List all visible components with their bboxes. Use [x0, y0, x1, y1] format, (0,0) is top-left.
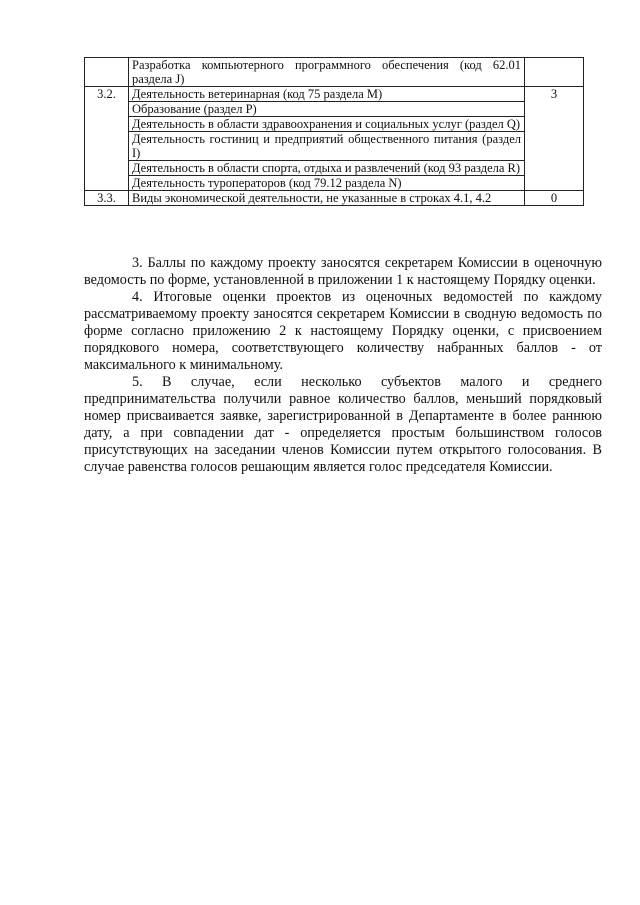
- row-text-cell: Деятельность в области спорта, отдыха и развлечений (код 93 раздела R): [129, 161, 525, 176]
- table-row: [85, 191, 584, 206]
- row-text-cell: Деятельность ветеринарная (код 75 раздела M): [129, 87, 525, 102]
- table-row: [85, 132, 584, 161]
- row-score-cell: [525, 58, 584, 87]
- row-text-cell: Деятельность в области здравоохранения и социальных услуг (раздел Q): [129, 117, 525, 132]
- row-number-cell: 3.3.: [85, 191, 129, 206]
- table-row: [85, 102, 584, 117]
- row-number-cell: [85, 58, 129, 87]
- row-text-cell: Виды экономической деятельности, не указанные в строках 4.1, 4.2: [129, 191, 525, 206]
- paragraph: 4. Итоговые оценки проектов из оценочных ведомостей по каждому рассматриваемому проекту заносятся секретарем Комиссии в сводную ведомость по форме согласно приложению 2 к настоящему Порядку оценки, с присвоением порядкового номера, соответствующего количеству набранных баллов - от максимального к минимальному.: [84, 289, 602, 373]
- row-score-cell: 3: [525, 87, 584, 191]
- row-score-cell: 0: [525, 191, 584, 206]
- criteria-table: [84, 57, 584, 206]
- row-text-cell: Разработка компьютерного программного обеспечения (код 62.01 раздела J): [129, 58, 525, 87]
- row-text-cell: Деятельность туроператоров (код 79.12 раздела N): [129, 176, 525, 191]
- table-row: [85, 117, 584, 132]
- table-row: [85, 58, 584, 87]
- table-row: [85, 87, 584, 102]
- paragraph: 5. В случае, если несколько субъектов малого и среднего предпринимательства получили равное количество баллов, меньший порядковый номер присваивается заявке, зарегистрированной в Департаменте в более раннюю дату, а при совпадении дат - определяется простым большинством голосов присутствующих на заседании членов Комиссии путем открытого голосования. В случае равенства голосов решающим является голос председателя Комиссии.: [84, 374, 602, 475]
- row-text-cell: Деятельность гостиниц и предприятий общественного питания (раздел I): [129, 132, 525, 161]
- table-row: [85, 176, 584, 191]
- body-text: [84, 255, 602, 476]
- row-number-cell: 3.2.: [85, 87, 129, 191]
- row-text-cell: Образование (раздел P): [129, 102, 525, 117]
- paragraph: 3. Баллы по каждому проекту заносятся секретарем Комиссии в оценочную ведомость по форме, установленной в приложении 1 к настоящему Порядку оценки.: [84, 255, 602, 288]
- table-row: [85, 161, 584, 176]
